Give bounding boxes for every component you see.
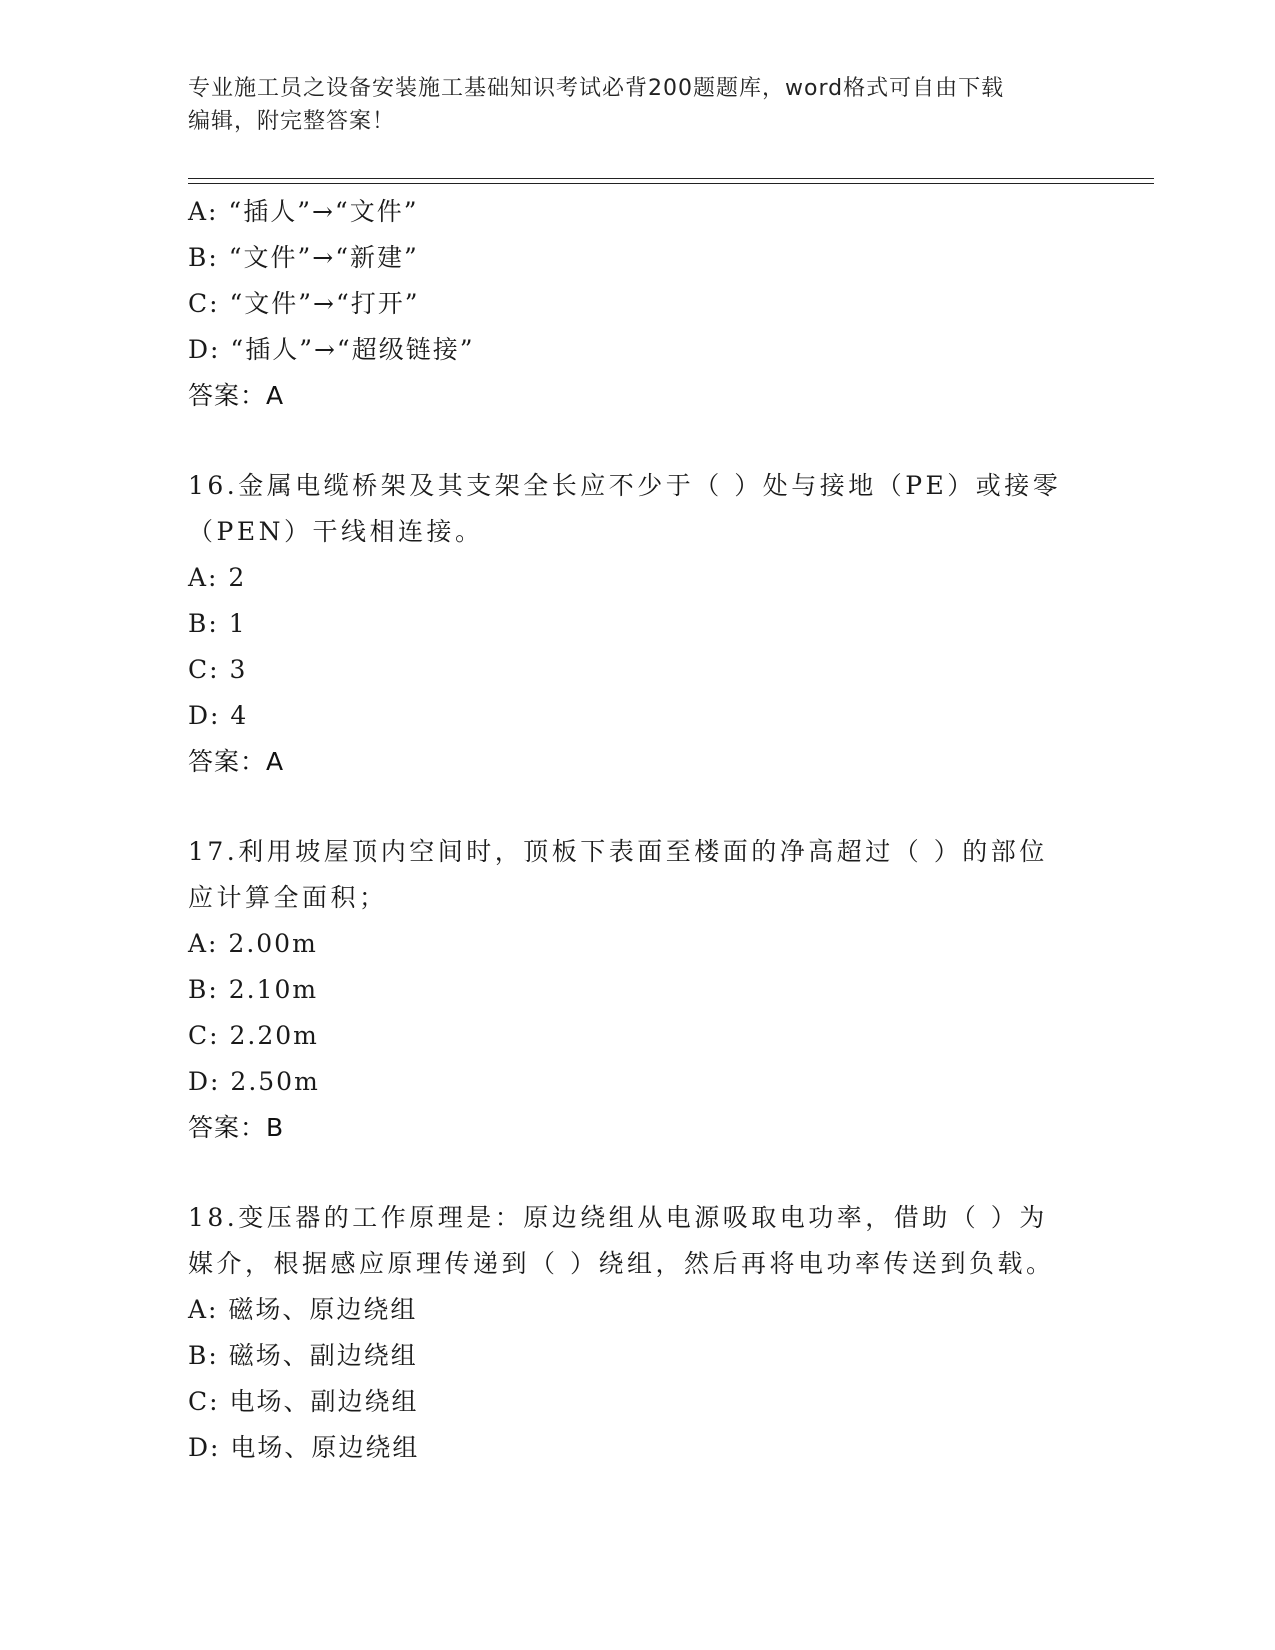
option-b: B: 2.10m bbox=[188, 975, 319, 1004]
document-header bbox=[188, 72, 1088, 138]
spacer bbox=[188, 419, 1088, 463]
question-text-line-2: 媒介，根据感应原理传递到（ ）绕组，然后再将电功率传送到负载。 bbox=[188, 1249, 1055, 1278]
question-text-line-2: （PEN）干线相连接。 bbox=[188, 517, 484, 546]
document-body bbox=[188, 189, 1088, 1471]
answer-line: 答案：A bbox=[188, 381, 285, 410]
option-d: D: 4 bbox=[188, 701, 249, 730]
option-a: A: “插人”→“文件” bbox=[188, 197, 419, 226]
option-a: A: 磁场、原边绕组 bbox=[188, 1295, 418, 1324]
option-c: C: “文件”→“打开” bbox=[188, 289, 420, 318]
question-18-block bbox=[188, 1195, 1088, 1471]
header-line-1: 专业施工员之设备安装施工基础知识考试必背200题题库，word格式可自由下载 bbox=[188, 76, 1005, 101]
question-17-block bbox=[188, 829, 1088, 1151]
question-text-line-2: 应计算全面积； bbox=[188, 883, 388, 912]
question-text-line-1: 18.变压器的工作原理是：原边绕组从电源吸取电功率，借助（ ）为 bbox=[188, 1203, 1048, 1232]
option-a: A: 2 bbox=[188, 563, 247, 592]
question-text-line-1: 16.金属电缆桥架及其支架全长应不少于（ ）处与接地（PE）或接零 bbox=[188, 471, 1062, 500]
option-c: C: 2.20m bbox=[188, 1021, 319, 1050]
spacer bbox=[188, 785, 1088, 829]
option-b: B: 磁场、副边绕组 bbox=[188, 1341, 418, 1370]
option-d: D: 2.50m bbox=[188, 1067, 320, 1096]
option-b: B: 1 bbox=[188, 609, 247, 638]
answer-line: 答案：B bbox=[188, 1113, 285, 1142]
option-b: B: “文件”→“新建” bbox=[188, 243, 419, 272]
spacer bbox=[188, 1151, 1088, 1195]
header-divider-bottom bbox=[188, 183, 1154, 184]
option-d: D: “插人”→“超级链接” bbox=[188, 335, 475, 364]
answer-line: 答案：A bbox=[188, 747, 285, 776]
header-divider-top bbox=[188, 178, 1154, 179]
question-text-line-1: 17.利用坡屋顶内空间时，顶板下表面至楼面的净高超过（ ）的部位 bbox=[188, 837, 1048, 866]
option-c: C: 3 bbox=[188, 655, 248, 684]
question-15-block bbox=[188, 189, 1088, 419]
option-d: D: 电场、原边绕组 bbox=[188, 1433, 420, 1462]
question-16-block bbox=[188, 463, 1088, 785]
option-a: A: 2.00m bbox=[188, 929, 318, 958]
header-line-2: 编辑，附完整答案！ bbox=[188, 109, 396, 134]
option-c: C: 电场、副边绕组 bbox=[188, 1387, 419, 1416]
